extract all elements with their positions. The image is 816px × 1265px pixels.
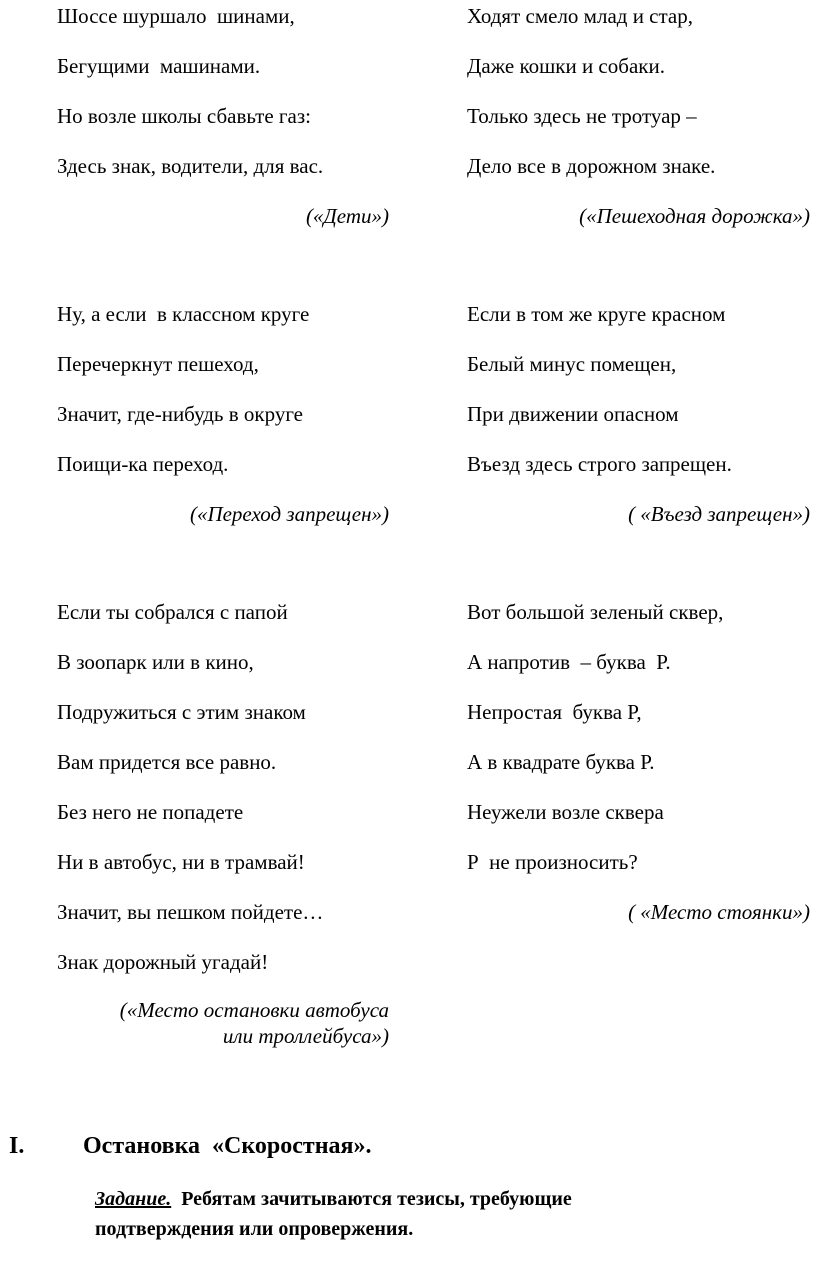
poem-caption bbox=[120, 997, 389, 1049]
poem-line: Белый минус помещен, bbox=[467, 352, 677, 376]
poem-line: В зоопарк или в кино, bbox=[57, 650, 254, 674]
caption-line: («Место остановки автобуса bbox=[119, 998, 389, 1022]
poem-caption: ( «Место стоянки») bbox=[628, 900, 810, 924]
poem-line: Если в том же круге красном bbox=[467, 302, 726, 326]
poem-line: Только здесь не тротуар – bbox=[467, 104, 697, 128]
section-heading bbox=[0, 1130, 816, 1162]
poem-caption: («Пешеходная дорожка») bbox=[579, 204, 810, 228]
task-text: Ребятам зачитываются тезисы, требующие подтверждения или опровержения. bbox=[95, 1188, 577, 1240]
poem-line: Бегущими машинами. bbox=[57, 54, 261, 78]
poem-line: Вот большой зеленый сквер, bbox=[467, 600, 724, 624]
poem-caption: («Дети») bbox=[305, 204, 389, 228]
section-number: I. bbox=[9, 1133, 25, 1159]
poem-line: Поищи-ка переход. bbox=[57, 452, 229, 476]
caption-line: или троллейбуса») bbox=[222, 1024, 389, 1048]
poem-line: Но возле школы сбавьте газ: bbox=[57, 104, 311, 128]
poem-line: Даже кошки и собаки. bbox=[467, 54, 665, 78]
poem-caption: («Переход запрещен») bbox=[189, 502, 389, 526]
poem-line: Если ты собрался с папой bbox=[57, 600, 288, 624]
poem-line: При движении опасном bbox=[467, 402, 679, 426]
poem-line: Перечеркнут пешеход, bbox=[57, 352, 259, 376]
section-title: Остановка «Скоростная». bbox=[83, 1133, 372, 1159]
poem-caption: ( «Въезд запрещен») bbox=[628, 502, 810, 526]
poem-line: Подружиться с этим знаком bbox=[57, 700, 306, 724]
poem-line: Знак дорожный угадай! bbox=[57, 950, 269, 974]
poem-line: Значит, где-нибудь в округе bbox=[57, 402, 304, 426]
poem-line: Значит, вы пешком пойдете… bbox=[57, 900, 324, 924]
poem-line: Неужели возле сквера bbox=[467, 800, 664, 824]
poem-line: А в квадрате буква Р. bbox=[467, 750, 655, 774]
poem-line: Ни в автобус, ни в трамвай! bbox=[57, 850, 305, 874]
poem-line: Р не произносить? bbox=[467, 850, 638, 874]
poem-line: Ну, а если в классном круге bbox=[57, 302, 310, 326]
poem-line: Без него не попадете bbox=[57, 800, 244, 824]
task-paragraph bbox=[95, 1184, 715, 1244]
poem-line: Здесь знак, водители, для вас. bbox=[57, 154, 324, 178]
poem-line: Ходят смело млад и стар, bbox=[467, 4, 694, 28]
poem-line: Непростая буква Р, bbox=[467, 700, 642, 724]
poem-line: Въезд здесь строго запрещен. bbox=[467, 452, 732, 476]
poem-line: Шоссе шуршало шинами, bbox=[57, 4, 295, 28]
poem-line: А напротив – буква Р. bbox=[467, 650, 671, 674]
poem-line: Дело все в дорожном знаке. bbox=[467, 154, 716, 178]
poem-line: Вам придется все равно. bbox=[57, 750, 277, 774]
task-label: Задание. bbox=[95, 1188, 172, 1210]
